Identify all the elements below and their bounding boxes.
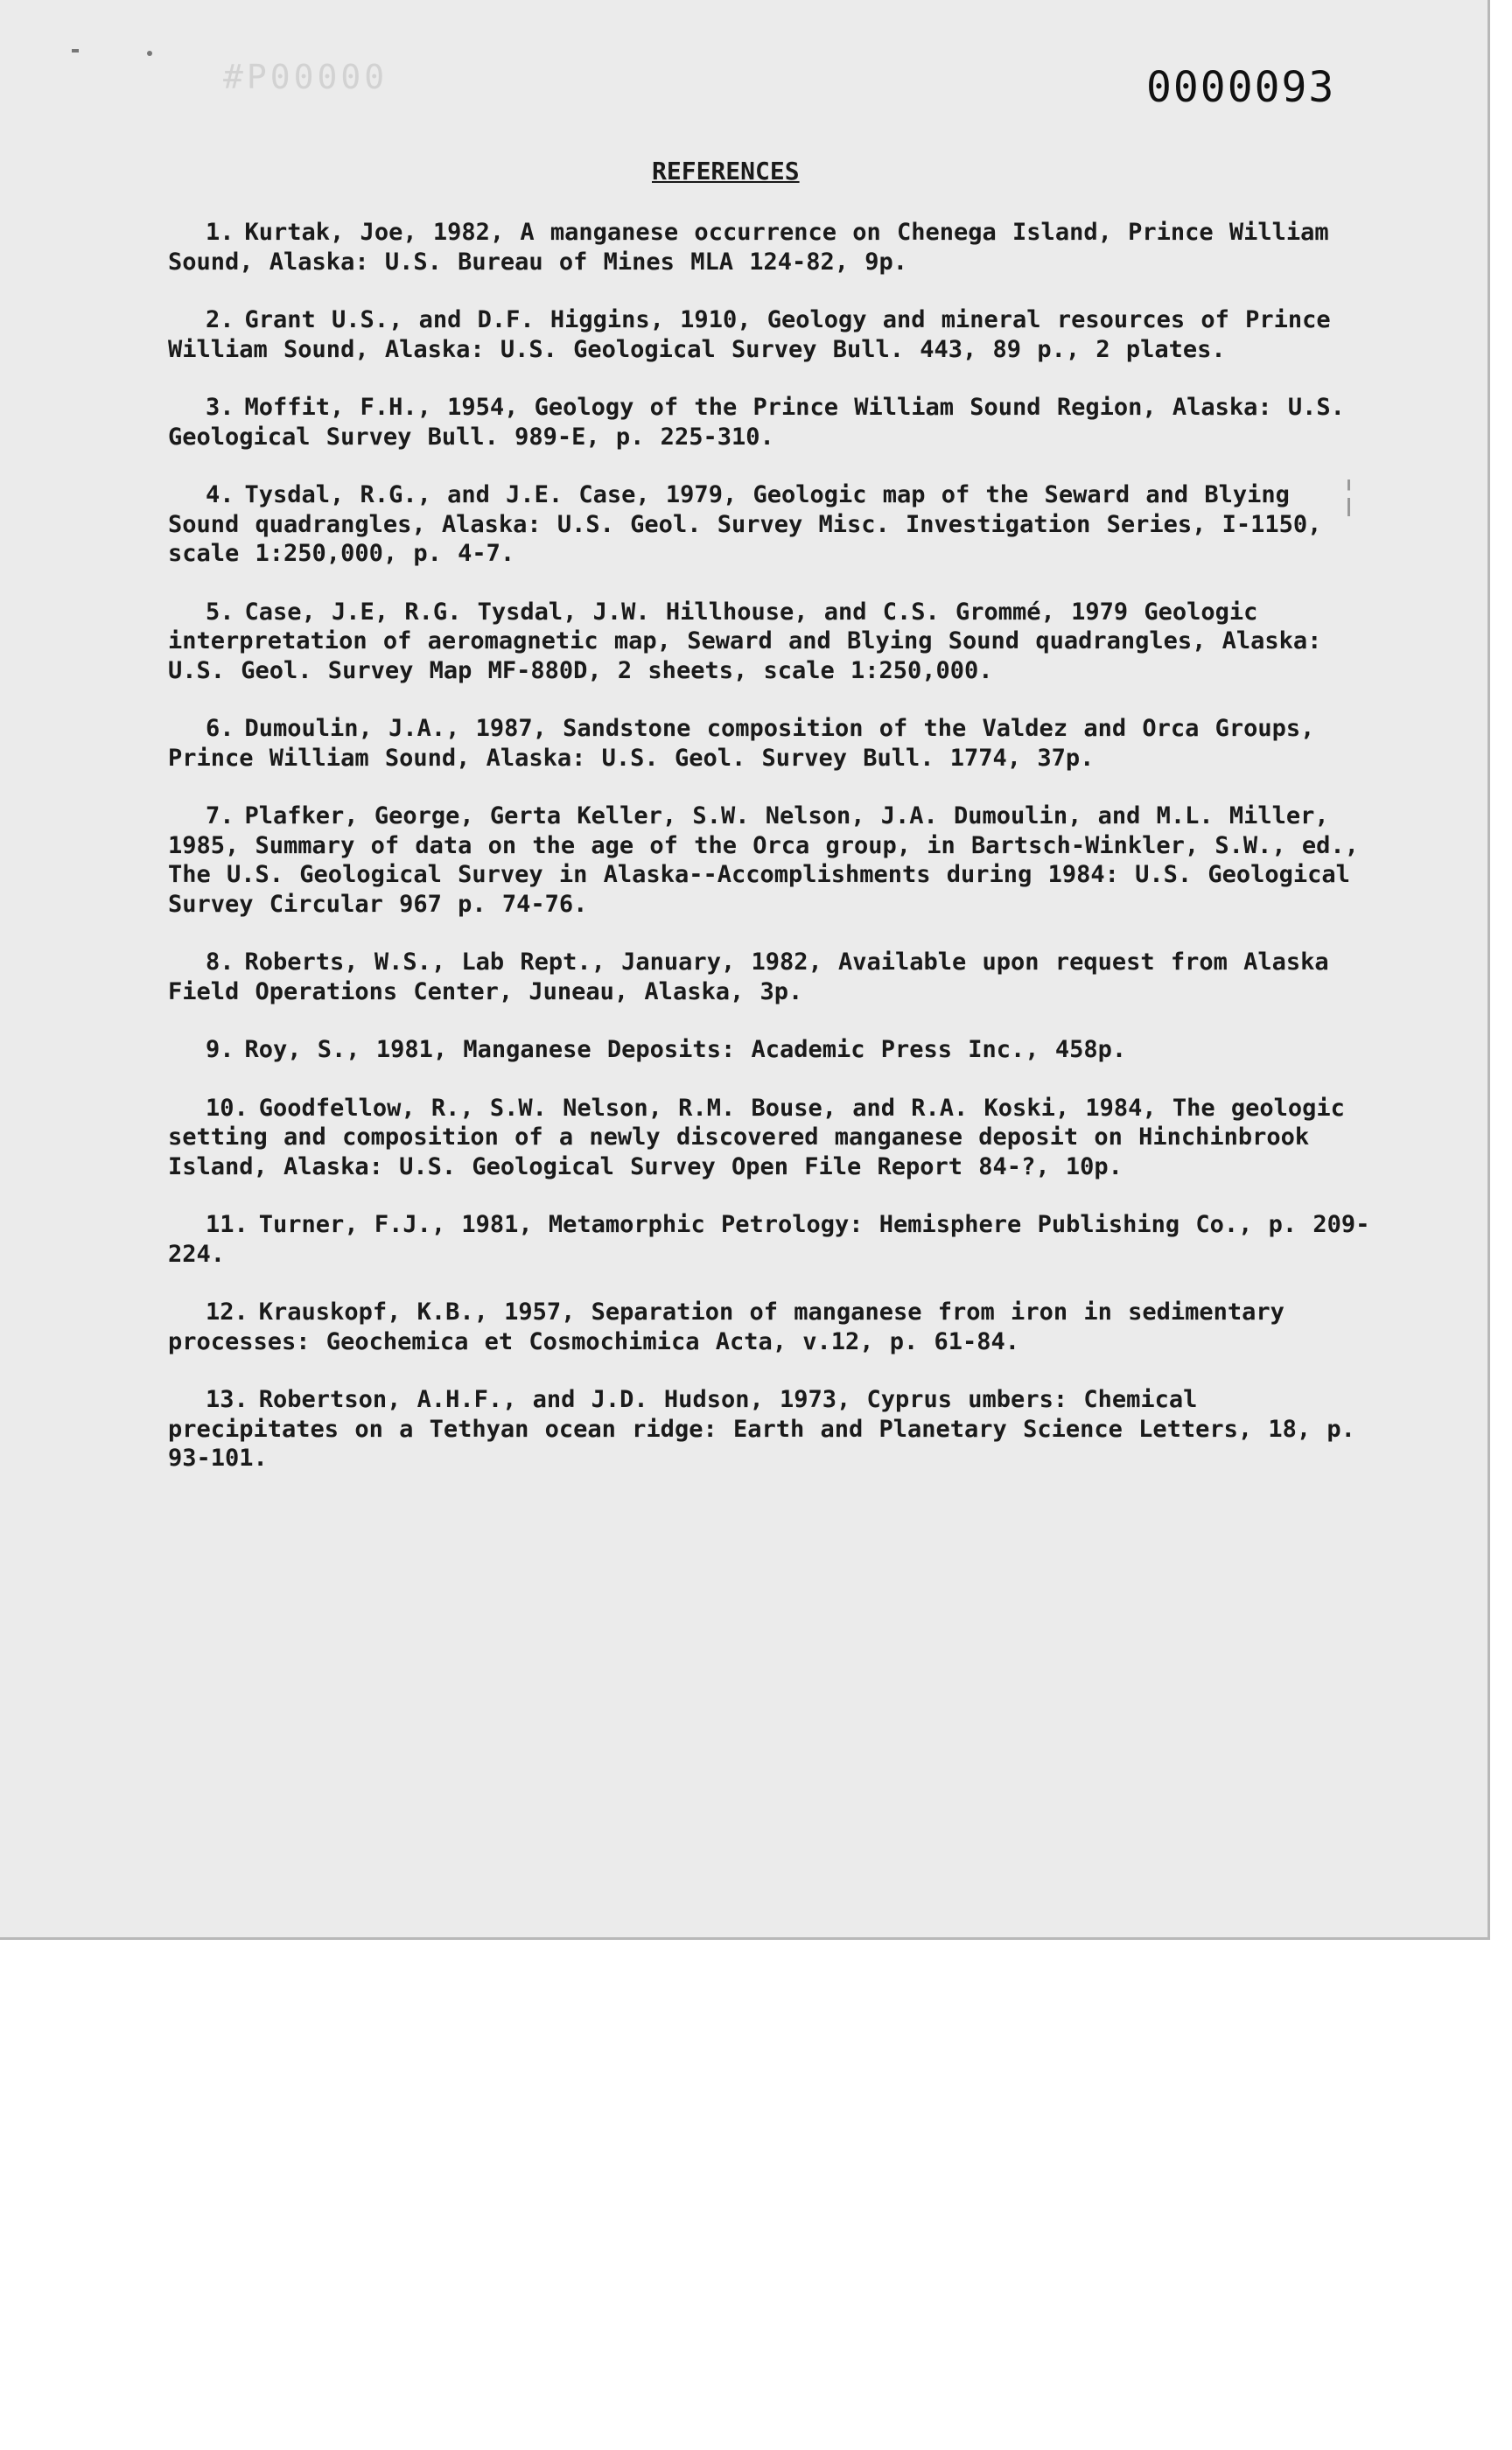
- reference-item: [168, 714, 1376, 773]
- faint-stamp: #P00000: [223, 58, 388, 96]
- reference-item: [168, 598, 1376, 686]
- reference-item: [168, 1385, 1376, 1474]
- reference-text: Goodfellow, R., S.W. Nelson, R.M. Bouse, and R.A. Koski, 1984, The geologic setting and composition of a newly discovered manganese deposit on Hinchinbrook Island, Alaska: U.S. Geological Survey Open File Report 84-?, 10p.: [168, 1094, 1345, 1180]
- reference-item: [168, 393, 1376, 452]
- reference-number: 4.: [206, 481, 234, 508]
- reference-number: 11.: [206, 1211, 248, 1238]
- reference-item: [168, 218, 1376, 276]
- reference-item: [168, 1035, 1376, 1065]
- reference-text: Turner, F.J., 1981, Metamorphic Petrology: Hemisphere Publishing Co., p. 209-224.: [168, 1211, 1370, 1268]
- reference-text: Roberts, W.S., Lab Rept., January, 1982, Available upon request from Alaska Field Operations Center, Juneau, Alaska, 3p.: [168, 948, 1329, 1005]
- reference-text: Robertson, A.H.F., and J.D. Hudson, 1973, Cyprus umbers: Chemical precipitates on a Tethyan ocean ridge: Earth and Planetary Science Letters, 18, p. 93-101.: [168, 1386, 1355, 1472]
- reference-text: Grant U.S., and D.F. Higgins, 1910, Geology and mineral resources of Prince William Sound, Alaska: U.S. Geological Survey Bull. 443, 89 p., 2 plates.: [168, 306, 1331, 363]
- reference-text: Plafker, George, Gerta Keller, S.W. Nelson, J.A. Dumoulin, and M.L. Miller, 1985, Summary of data on the age of the Orca group, in Bartsch-Winkler, S.W., ed., The U.S. Geological Survey in Alaska--Accomplishments during 1984: U.S. Geological Survey Circular 967 p. 74-76.: [168, 802, 1359, 918]
- reference-number: 8.: [206, 948, 234, 976]
- reference-item: [168, 1094, 1376, 1182]
- reference-number: 3.: [206, 394, 234, 421]
- reference-item: [168, 305, 1376, 364]
- page-title: REFERENCES: [652, 157, 800, 186]
- reference-number: 1.: [206, 219, 234, 246]
- reference-list: [168, 218, 1376, 1502]
- scan-speck: [72, 49, 79, 52]
- reference-text: Tysdal, R.G., and J.E. Case, 1979, Geologic map of the Seward and Blying Sound quadrangles, Alaska: U.S. Geol. Survey Misc. Investigation Series, I-1150, scale 1:250,000, p. 4-7.: [168, 481, 1322, 567]
- page-number: 0000093: [1146, 63, 1336, 112]
- reference-number: 10.: [206, 1094, 248, 1122]
- reference-text: Case, J.E, R.G. Tysdal, J.W. Hillhouse, and C.S. Grommé, 1979 Geologic interpretation of aeromagnetic map, Seward and Blying Sound quadrangles, Alaska: U.S. Geol. Survey Map MF-880D, 2 sheets, scale 1:250,000.: [168, 598, 1322, 684]
- reference-number: 6.: [206, 715, 234, 742]
- reference-text: Krauskopf, K.B., 1957, Separation of manganese from iron in sedimentary processes: Geochemica et Cosmochimica Acta, v.12, p. 61-84.: [168, 1298, 1284, 1355]
- reference-number: 13.: [206, 1386, 248, 1413]
- reference-text: Moffit, F.H., 1954, Geology of the Prince William Sound Region, Alaska: U.S. Geological Survey Bull. 989-E, p. 225-310.: [168, 394, 1345, 451]
- reference-item: [168, 1210, 1376, 1269]
- reference-text: Dumoulin, J.A., 1987, Sandstone composition of the Valdez and Orca Groups, Prince William Sound, Alaska: U.S. Geol. Survey Bull. 1774, 37p.: [168, 715, 1315, 772]
- reference-item: [168, 802, 1376, 919]
- reference-text: Roy, S., 1981, Manganese Deposits: Academic Press Inc., 458p.: [244, 1036, 1127, 1063]
- scan-speck: [147, 51, 152, 56]
- reference-text: Kurtak, Joe, 1982, A manganese occurrence on Chenega Island, Prince William Sound, Alaska: U.S. Bureau of Mines MLA 124-82, 9p.: [168, 219, 1329, 276]
- reference-item: [168, 948, 1376, 1006]
- reference-number: 7.: [206, 802, 234, 830]
- reference-number: 9.: [206, 1036, 234, 1063]
- reference-number: 2.: [206, 306, 234, 333]
- reference-number: 12.: [206, 1298, 248, 1326]
- reference-number: 5.: [206, 598, 234, 626]
- reference-item: [168, 480, 1376, 569]
- reference-item: [168, 1298, 1376, 1356]
